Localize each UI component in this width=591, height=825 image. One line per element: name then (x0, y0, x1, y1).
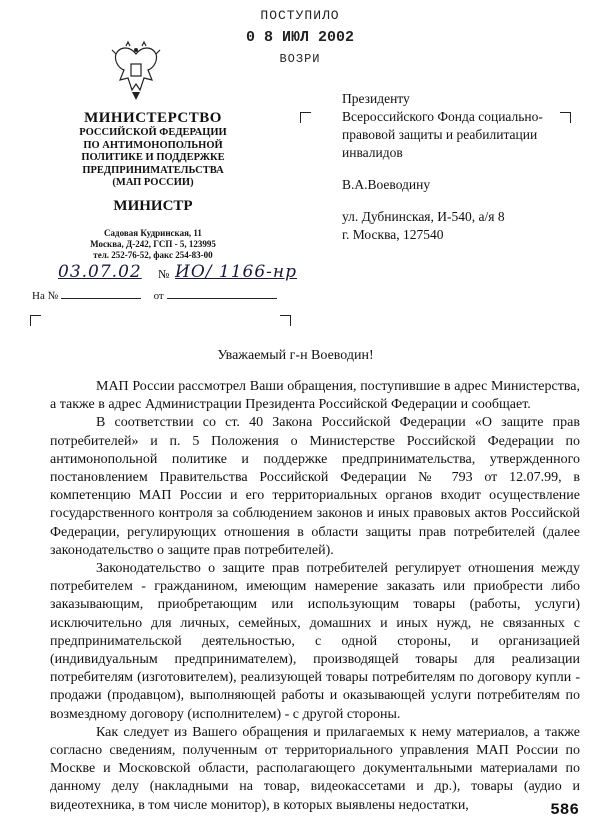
salutation: Уважаемый г-н Воеводин! (217, 348, 374, 363)
page-number: 586 (550, 801, 579, 819)
paragraph: МАП России рассмотрел Ваши обращения, поступившие в адрес Министерства, а также в адрес Администрации Президента Российской Федерации и сообщает. (50, 379, 580, 413)
corner-mark (280, 315, 291, 326)
outgoing-date-number (40, 262, 300, 288)
address-line: Москва, Д-242, ГСП - 5, 123995 (90, 239, 216, 249)
ministry-line: ПРЕДПРИНИМАТЕЛЬСТВА (82, 164, 224, 176)
stamp-line-1: ПОСТУПИЛО (260, 8, 340, 23)
recipient-line: инвалидов (342, 145, 403, 160)
handwritten-date: 03.07.02 (58, 262, 142, 282)
double-headed-eagle-emblem-icon (110, 40, 162, 102)
handwritten-number: ИО/ 1166-нр (175, 262, 297, 282)
reference-line (32, 290, 292, 302)
recipient-line: правовой защиты и реабилитации (342, 127, 538, 142)
paragraph: Как следует из Вашего обращения и прилагаемых к нему материалов, а также согласно сведениям, полученным от территориального управления МАП России по Москве и Московской области, располагающего документальными материалами по данному делу (накладными на товар, видеокассетами и др.), товары (аудио и видеотехника, в том числе монитор), в которых выявлены недостатки, (50, 724, 580, 813)
paragraph: Законодательство о защите прав потребителей регулирует отношения между потребителем - гражданином, имеющим намерение заказать или приобрести либо заказывающим, приобретающим или использующим товары (работы, услуги) исключительно для личных, семейных, домашних и иных нужд, не связанных с предпринимательской деятельностью, с одной стороны, и организацией (индивидуальным предпринимателем), производящей товары для реализации потребителям (изготовителем), реализующей товары потребителям по договору купли - продажи (продавцом), выполняющей работы и оказывающей услуги потребителям по возмездному договору (исполнителем) - с другой стороны. (50, 561, 580, 722)
stamp-date: 0 8 ИЮЛ 2002 (245, 29, 355, 46)
recipient-name: В.А.Воеводину (342, 177, 431, 192)
stamp-line-3: ВОЗРИ (279, 52, 321, 66)
ot-label: от (153, 290, 164, 302)
organization-header (58, 110, 248, 190)
sender-address (58, 228, 248, 261)
ministry-title: МИНИСТЕРСТВО (84, 110, 222, 126)
recipient-block (342, 90, 582, 244)
ot-blank (167, 298, 277, 299)
minister-title: МИНИСТР (113, 198, 193, 214)
recipient-address-line: г. Москва, 127540 (342, 227, 444, 242)
ministry-line: ПО АНТИМОНОПОЛЬНОЙ (83, 139, 223, 151)
ministry-line: ПОЛИТИКЕ И ПОДДЕРЖКЕ (81, 152, 225, 163)
na-label: На № (32, 290, 59, 302)
received-stamp (200, 8, 400, 66)
recipient-line: Президенту (342, 91, 410, 106)
corner-mark (30, 315, 41, 326)
number-label: № (158, 267, 170, 281)
corner-mark (300, 112, 311, 123)
address-line: Садовая Кудринская, 11 (104, 228, 202, 238)
paragraph: В соответствии со ст. 40 Закона Российской Федерации «О защите прав потребителей» и п. 5 Положения о Министерстве Российской Федерации по антимонопольной политике и поддержке предпринимательства, утвержденного постановлением Правительства Российской Федерации № 793 от 12.07.99, в компетенцию МАП России и его территориальных органов входит осуществление государственного контроля за соблюдением законов и иных правовых актов Российской Федерации, регулирующих отношения в области защиты прав потребителей (далее законодательство о защите прав потребителей). (50, 415, 580, 558)
recipient-address-line: ул. Дубнинская, И-540, а/я 8 (342, 209, 505, 224)
recipient-line: Всероссийского Фонда социально- (342, 109, 543, 124)
address-line: тел. 252-76-52, факс 254-83-00 (93, 250, 213, 260)
ministry-line: (МАП РОССИИ) (112, 177, 194, 188)
ministry-line: РОССИЙСКОЙ ФЕДЕРАЦИИ (79, 127, 227, 138)
letter-body (50, 378, 580, 815)
na-blank (61, 298, 141, 299)
